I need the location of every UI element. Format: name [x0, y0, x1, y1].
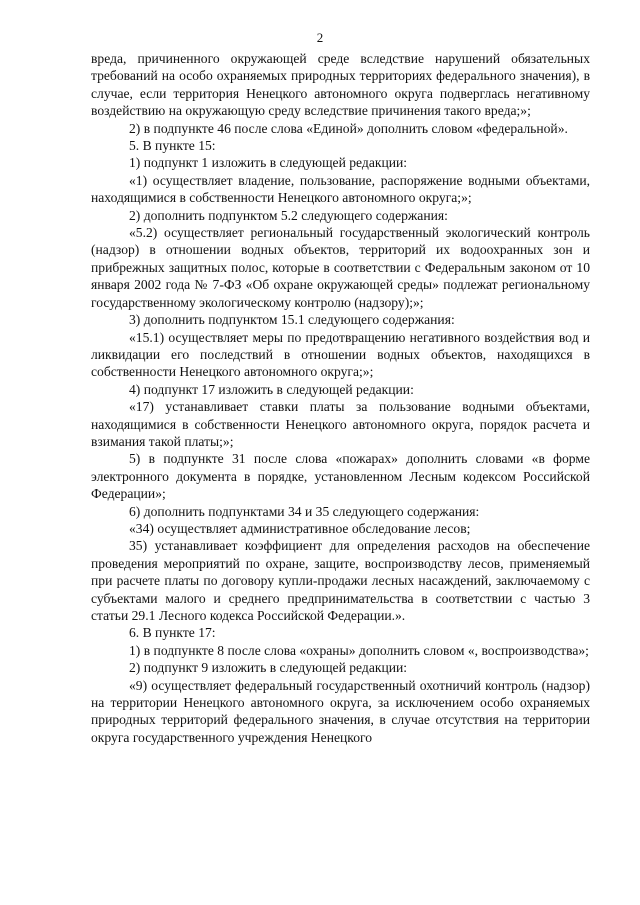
paragraph: «15.1) осуществляет меры по предотвращению негативного воздействия вод и ликвидации его последствий в отношении водных объектов, находящихся в собственности Ненецкого автономного округа;»;: [91, 329, 590, 380]
paragraph: 5) в подпункте 31 после слова «пожарах» дополнить словами «в форме электронного документа в порядке, установленном Лесным кодексом Российской Федерации»;: [91, 451, 590, 502]
paragraph: 2) в подпункте 46 после слова «Единой» дополнить словом «федеральной».: [129, 120, 568, 136]
paragraph: «5.2) осуществляет региональный государственный экологический контроль (надзор) в отношении водных объектов, территорий их водоохранных зон и прибрежных защитных полос, которые в соответствии с Федеральным законом от 10 января 2002 года № 7-ФЗ «Об охране окружающей среды» подлежат региональному государственному экологическому контролю (надзору);»;: [91, 225, 590, 310]
paragraph: 2) дополнить подпунктом 5.2 следующего содержания:: [129, 207, 448, 223]
paragraph: 2) подпункт 9 изложить в следующей редакции:: [129, 660, 408, 676]
paragraph: 6. В пункте 17:: [129, 625, 216, 641]
paragraph: 35) устанавливает коэффициент для определения расходов на обеспечение проведения мероприятий по охране, защите, воспроизводству лесов, применяемый при расчете платы по договору купли-продажи лесных насаждений, заключаемому с субъектами малого и среднего предпринимательства в соответствии с частью 3 статьи 29.1 Лесного кодекса Российской Федерации.».: [91, 538, 590, 623]
paragraph: 3) дополнить подпунктом 15.1 следующего содержания:: [129, 312, 455, 328]
page-number: 2: [316, 30, 324, 45]
paragraph: 6) дополнить подпунктами 34 и 35 следующего содержания:: [129, 503, 480, 519]
paragraph: «9) осуществляет федеральный государственный охотничий контроль (надзор) на территории Ненецкого автономного округа, за исключением особо охраняемых природных территорий федерального значения, в случае отсутствия на территории округа государственного учреждения Ненецкого: [91, 677, 590, 745]
document-body: [91, 50, 590, 746]
paragraph: 5. В пункте 15:: [129, 138, 216, 154]
paragraph: «1) осуществляет владение, пользование, распоряжение водными объектами, находящимися в собственности Ненецкого автономного округа;»;: [91, 172, 590, 206]
paragraph: «17) устанавливает ставки платы за пользование водными объектами, находящимися в собственности Ненецкого автономного округа, порядок расчета и взимания такой платы;»;: [91, 399, 590, 449]
paragraph: 4) подпункт 17 изложить в следующей редакции:: [129, 381, 414, 397]
paragraph: 1) в подпункте 8 после слова «охраны» дополнить словом «, воспроизводства»;: [129, 642, 589, 658]
paragraph: вреда, причиненного окружающей среде вследствие нарушений обязательных требований на особо охраняемых природных территориях федерального значения), в случае, если территория Ненецкого автономного округа подверглась негативному воздействию на окружающую среду вследствие причинения такого вреда;»;: [91, 51, 590, 119]
paragraph: «34) осуществляет административное обследование лесов;: [129, 520, 471, 536]
paragraph: 1) подпункт 1 изложить в следующей редакции:: [129, 155, 408, 171]
